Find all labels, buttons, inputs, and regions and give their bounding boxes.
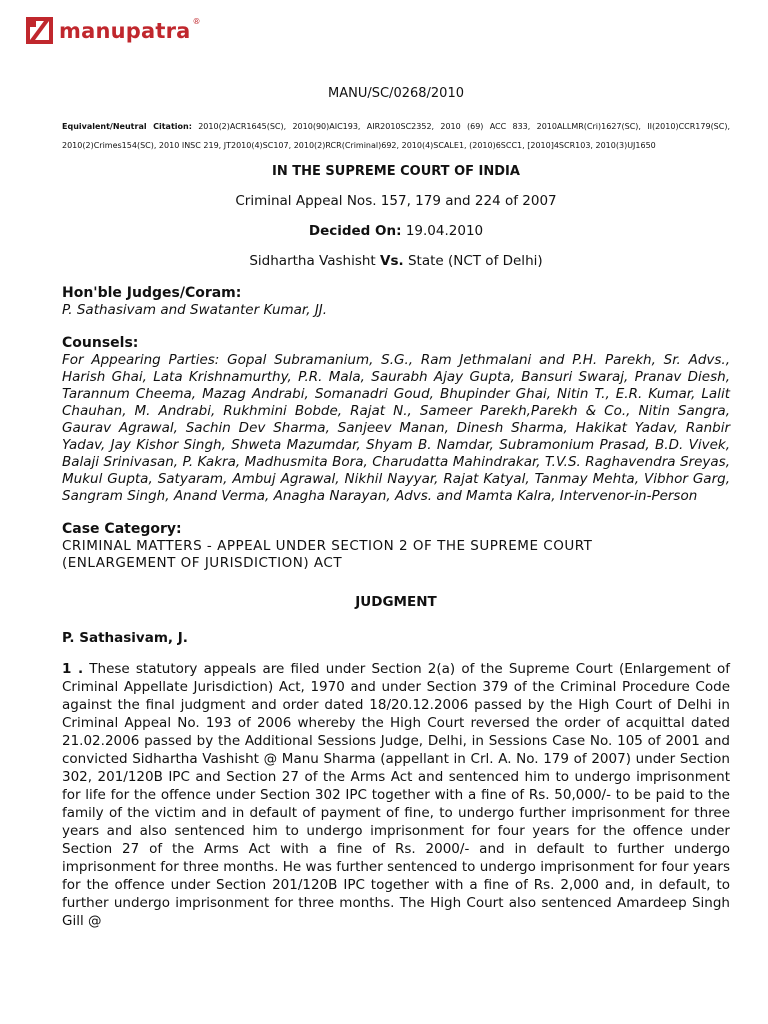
appeal-numbers: Criminal Appeal Nos. 157, 179 and 224 of 2007 [235,193,557,209]
citation-block [62,117,730,155]
manu-id: MANU/SC/0268/2010 [328,86,464,101]
parties [62,253,730,269]
citation-text: 2010(2)ACR1645(SC), 2010(90)AIC193, AIR2010SC2352, 2010 (69) ACC 833, 2010ALLMR(Cri)1627(SC), II(2010)CCR179(SC), 2010(2)Crimes154(SC), 2010 INSC 219, JT2010(4)SC107, 2010(2)RCR(Criminal)692, 2010(4)SCALE1, (2010)6SCC1, [2010]4SCR103, 2010(3)UJ1650 [62,122,731,150]
manupatra-logo-icon [26,17,53,44]
manupatra-logo [26,17,201,44]
court-title: IN THE SUPREME COURT OF INDIA [272,164,520,179]
document-body [62,86,730,930]
case-category-line-2: (ENLARGEMENT OF JURISDICTION) ACT [62,555,343,571]
counsels-text: For Appearing Parties: Gopal Subramanium, S.G., Ram Jethmalani and P.H. Parekh, Sr. Advs., Harish Ghai, Lata Krishnamurthy, P.R. Mala, Saurabh Ajay Gupta, Bansuri Swaraj, Pranav Diesh, Tarannum Cheema, Mazag Andrabi, Somanadri Goud, Bhupinder Ghai, Nitin T., E.R. Kumar, Lalit Chauhan, M. Andrabi, Rukhmini Bobde, Rajat N., Sameer Parekh,Parekh & Co., Nitin Sangra, Gaurav Agrawal, Sachin Dev Sharma, Sanjeev Manan, Dinesh Sharma, Hakikat Yadav, Ranbir Yadav, Jay Kishor Singh, Shweta Mazumdar, Shyam B. Namdar, Subramonium Prasad, B.D. Vivek, Balaji Srinivasan, P. Kakra, Madhusmita Bora, Charudatta Mahindrakar, T.V.S. Raghavendra Sreyas, Mukul Gupta, Satyaram, Ambuj Agrawal, Nikhil Nayyar, Rajat Katyal, Tanmay Mehta, Vibhor Garg, Sangram Singh, Anand Verma, Anagha Narayan, Advs. and Mamta Kalra, Intervenor-in-Person [62,352,730,504]
party-appellant: Sidhartha Vashisht [249,253,376,269]
citation-label: Equivalent/Neutral Citation: [62,122,192,131]
registered-mark: ® [192,17,201,26]
brand-name: manupatra [59,18,191,43]
versus-label: Vs. [380,253,404,269]
judges-heading: Hon'ble Judges/Coram: [62,285,242,301]
judge-name: P. Sathasivam, J. [62,630,188,646]
case-category-line-1: CRIMINAL MATTERS - APPEAL UNDER SECTION 2 OF THE SUPREME COURT [62,538,593,554]
paragraph-1 [62,660,730,930]
judges-names: P. Sathasivam and Swatanter Kumar, JJ. [62,302,328,318]
paragraph-number: 1 . [62,661,84,677]
counsels-heading: Counsels: [62,335,139,351]
party-respondent: State (NCT of Delhi) [407,253,543,269]
judgment-heading: JUDGMENT [355,594,437,610]
case-category-heading: Case Category: [62,521,182,537]
decided-on [62,223,730,239]
paragraph-text: These statutory appeals are filed under Section 2(a) of the Supreme Court (Enlargement of Criminal Appellate Jurisdiction) Act, 1970 and under Section 379 of the Criminal Procedure Code against the final judgment and order dated 18/20.12.2006 passed by the High Court of Delhi in Criminal Appeal No. 193 of 2006 whereby the High Court reversed the order of acquittal dated 21.02.2006 passed by the Additional Sessions Judge, Delhi, in Sessions Case No. 105 of 2001 and convicted Sidhartha Vashisht @ Manu Sharma (appellant in Crl. A. No. 179 of 2007) under Section 302, 201/120B IPC and Section 27 of the Arms Act and sentenced him to undergo imprisonment for life for the offence under Section 302 IPC together with a fine of Rs. 50,000/- to be paid to the family of the victim and in default of payment of fine, to undergo further imprisonment for three years and also sentenced him to undergo imprisonment for four years for the offence under Section 27 of the Arms Act with a fine of Rs. 2000/- and in default to further undergo imprisonment for three months. He was further sentenced to undergo imprisonment for four years for the offence under Section 201/120B IPC together with a fine of Rs. 2,000 and, in default, to further undergo imprisonment for three months. The High Court also sentenced Amardeep Singh Gill @ [62,661,730,929]
decided-label: Decided On: [308,223,402,239]
decided-date: 19.04.2010 [405,223,484,239]
